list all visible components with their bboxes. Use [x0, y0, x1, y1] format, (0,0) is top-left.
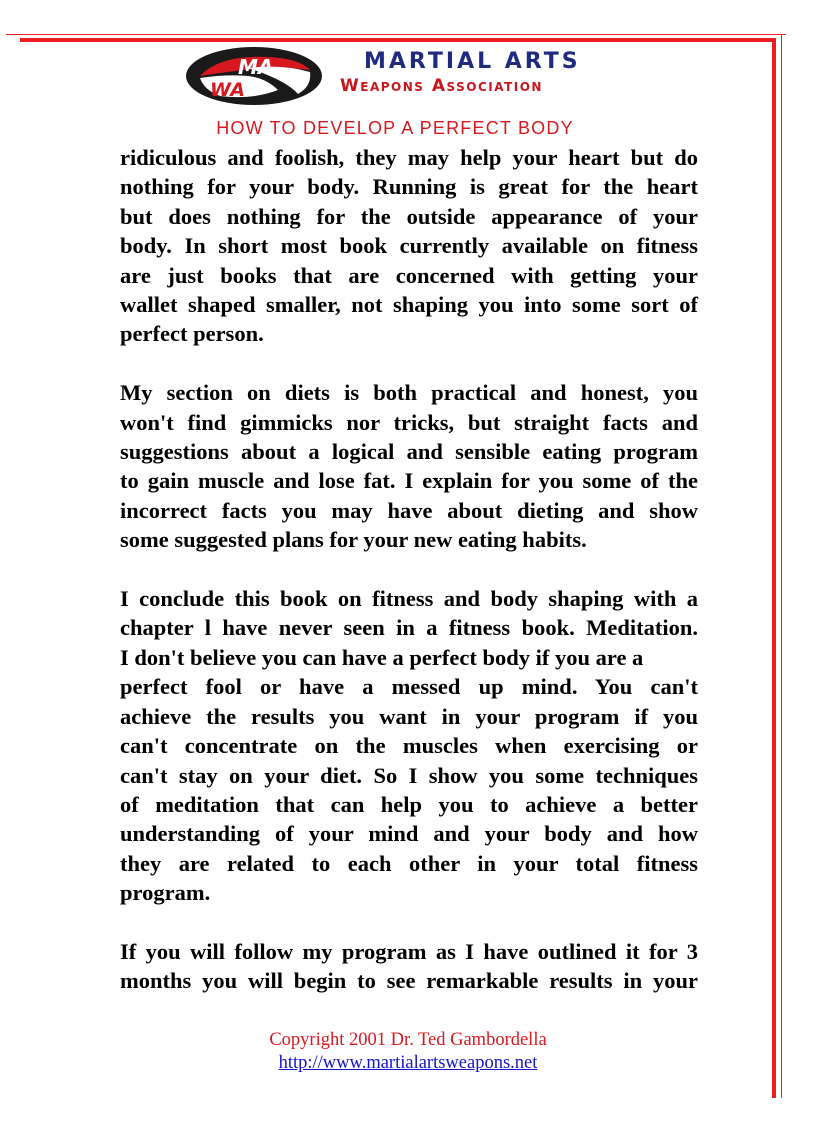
text-line: incorrect facts you may have about dieting and show — [120, 497, 698, 523]
text-line: perfect fool or have a messed up mind. You can't — [120, 674, 698, 700]
text-line: some suggested plans for your new eating habits. — [120, 527, 587, 553]
text-line: program. — [120, 880, 211, 906]
copyright-text: Copyright 2001 Dr. Ted Gambordella — [269, 1030, 547, 1050]
paragraph-1 — [120, 143, 698, 349]
text-line: won't find gimmicks nor tricks, but straight facts and — [120, 409, 698, 435]
text-line: can't concentrate on the muscles when exercising or — [120, 733, 698, 759]
text-line: If you will follow my program as I have outlined it for 3 — [120, 938, 698, 964]
text-line: ridiculous and foolish, they may help your heart but do — [120, 145, 698, 170]
association-logo — [182, 46, 642, 106]
text-line: can't stay on your diet. So I show you some techniques — [120, 762, 698, 788]
text-line: I conclude this book on fitness and body shaping with a — [120, 586, 698, 612]
text-line: My section on diets is both practical and honest, you — [120, 380, 698, 406]
page-footer — [0, 1029, 816, 1075]
text-line: months you will begin to see remarkable results in your — [120, 968, 698, 994]
logo-line-1: MARTIAL ARTS — [364, 49, 581, 74]
badge-bottom-text: WA — [210, 79, 245, 101]
body-text — [120, 143, 698, 1025]
text-line: of meditation that can help you to achieve a better — [120, 791, 698, 817]
text-line: but does nothing for the outside appearance of your — [120, 203, 698, 229]
text-line: achieve the results you want in your program if you — [120, 703, 698, 729]
document-header-title: HOW TO DEVELOP A PERFECT BODY — [216, 118, 574, 138]
paragraph-4 — [120, 937, 698, 996]
text-line: nothing for your body. Running is great for the heart — [120, 174, 698, 200]
badge-top-text: MA — [238, 55, 274, 79]
paragraph-3 — [120, 584, 698, 907]
text-line: wallet shaped smaller, not shaping you into some sort of — [120, 292, 698, 318]
right-border-thick — [772, 38, 776, 1098]
text-line: they are related to each other in your total fitness — [120, 850, 698, 876]
top-border-thick — [20, 38, 776, 42]
text-line: are just books that are concerned with getting your — [120, 262, 698, 288]
text-line: understanding of your mind and your body and how — [120, 821, 698, 847]
paragraph-2 — [120, 378, 698, 554]
ma-wa-badge-icon — [182, 46, 322, 106]
text-line: to gain muscle and lose fat. I explain for you some of the — [120, 468, 698, 494]
text-line: suggestions about a logical and sensible eating program — [120, 439, 698, 465]
text-line: body. In short most book currently available on fitness — [120, 233, 698, 259]
text-line: I don't believe you can have a perfect body if you are a — [120, 644, 644, 670]
website-link[interactable]: http://www.martialartsweapons.net — [278, 1053, 538, 1073]
text-line: chapter l have never seen in a fitness book. Meditation. — [120, 615, 698, 641]
logo-line-2: Weapons Association — [340, 76, 543, 96]
top-border-thin — [6, 34, 786, 35]
text-line: perfect person. — [120, 321, 264, 347]
right-border-thin — [781, 34, 782, 1098]
